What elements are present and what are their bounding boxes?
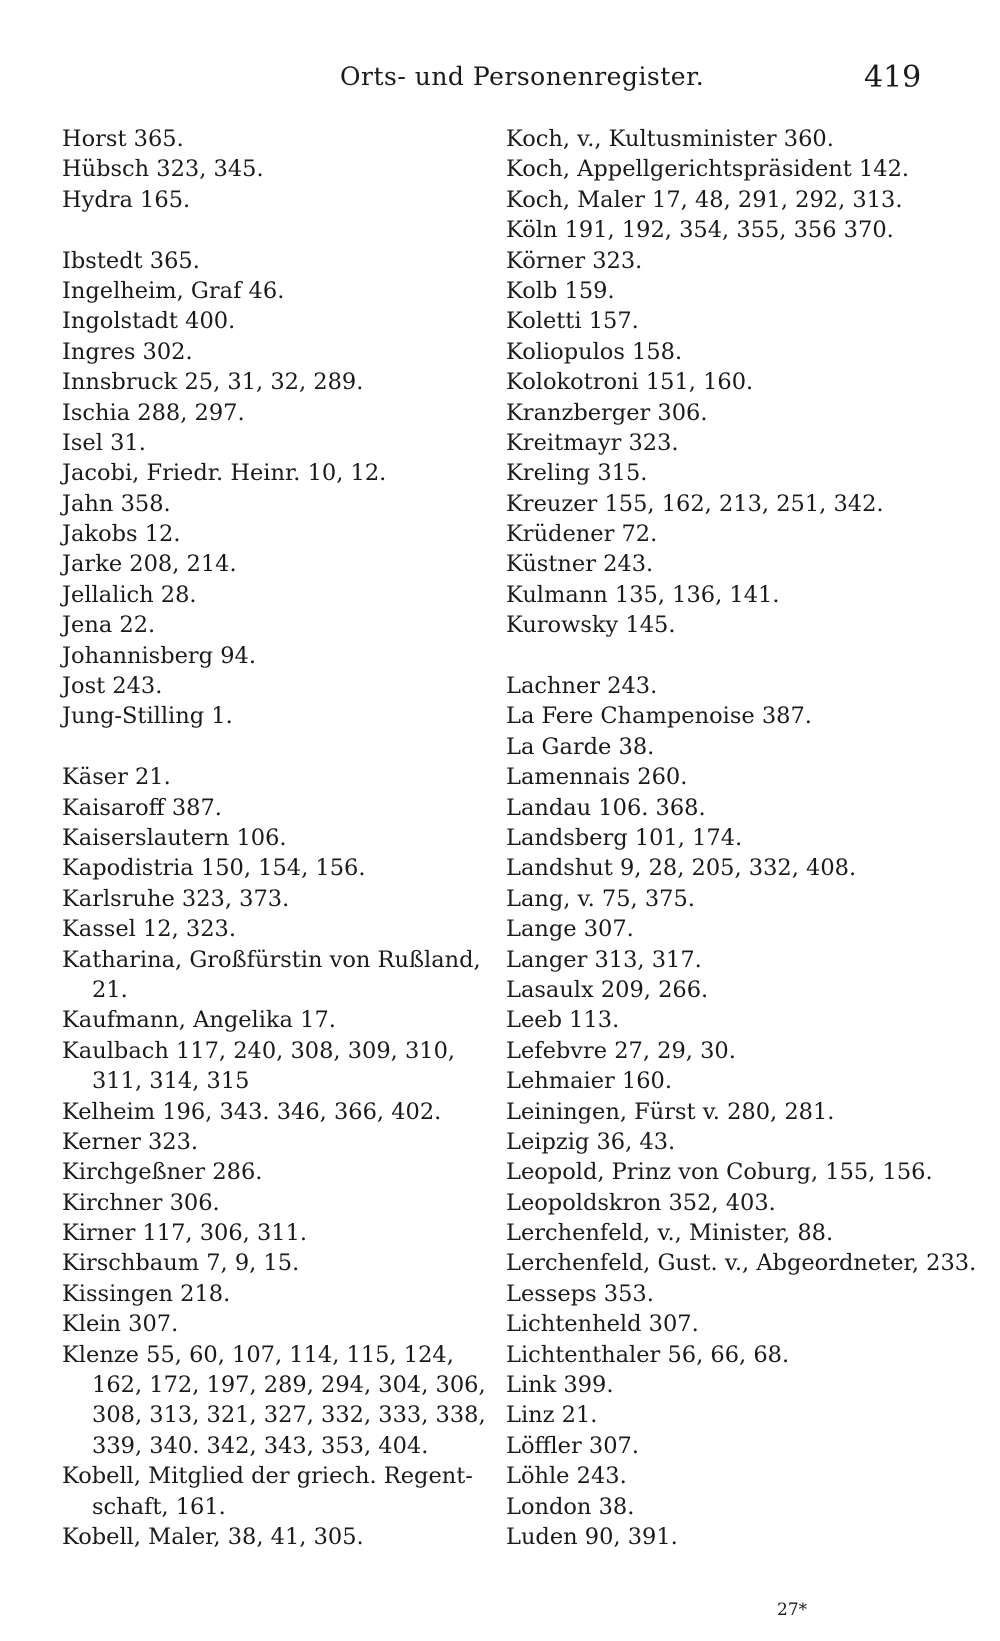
index-entry: Link 399.: [506, 1372, 614, 1399]
index-entry: Lefebvre 27, 29, 30.: [506, 1037, 736, 1064]
index-entry: Lichtenheld 307.: [506, 1311, 699, 1338]
index-entry: Ischia 288, 297.: [62, 399, 245, 426]
index-entry: Kranzberger 306.: [506, 399, 708, 426]
index-entry: Kulmann 135, 136, 141.: [506, 581, 780, 608]
index-entry: Koliopulos 158.: [506, 338, 683, 365]
index-entry: Landsberg 101, 174.: [506, 824, 743, 851]
index-entry: Landshut 9, 28, 205, 332, 408.: [506, 855, 857, 882]
signature-mark: 27*: [777, 1600, 808, 1620]
index-entry: Kaiserslautern 106.: [62, 824, 287, 851]
index-entry: Kirschbaum 7, 9, 15.: [62, 1250, 300, 1277]
index-entry: Luden 90, 391.: [506, 1523, 678, 1550]
index-entry: Körner 323.: [506, 247, 643, 274]
index-entry: Lichtenthaler 56, 66, 68.: [506, 1341, 790, 1368]
index-entry: Leopoldskron 352, 403.: [506, 1189, 776, 1216]
page-header: [0, 60, 1000, 100]
index-entry: Hydra 165.: [62, 186, 191, 213]
index-column-left: [62, 124, 486, 1552]
index-entry: Koch, Appellgerichtspräsident 142.: [506, 156, 910, 183]
index-entry: Katharina, Großfürstin von Rußland,: [62, 946, 481, 973]
index-entry: Löhle 243.: [506, 1463, 627, 1490]
index-entry: Jellalich 28.: [62, 581, 197, 608]
index-entry: Kelheim 196, 343. 346, 366, 402.: [62, 1098, 442, 1125]
index-entry: Kurowsky 145.: [506, 612, 676, 639]
index-entry: Kirchner 306.: [62, 1189, 220, 1216]
index-entry: Kobell, Mitglied der griech. Regent-: [62, 1463, 473, 1490]
section-gap: [62, 215, 482, 245]
index-entry-continuation: 339, 340. 342, 343, 353, 404.: [92, 1432, 429, 1459]
index-entry: Horst 365.: [62, 126, 184, 152]
index-entry: Löffler 307.: [506, 1432, 639, 1459]
index-entry: Innsbruck 25, 31, 32, 289.: [62, 369, 364, 396]
index-entry-continuation: 162, 172, 197, 289, 294, 304, 306,: [92, 1372, 486, 1399]
index-entry: La Garde 38.: [506, 733, 655, 760]
index-entry: Leiningen, Fürst v. 280, 281.: [506, 1098, 835, 1125]
index-entry: Koch, v., Kultusminister 360.: [506, 126, 834, 152]
index-entry: Kreuzer 155, 162, 213, 251, 342.: [506, 490, 884, 517]
index-entry: Ingolstadt 400.: [62, 308, 236, 335]
index-entry: Kirchgeßner 286.: [62, 1159, 263, 1186]
index-entry-continuation: 21.: [92, 976, 128, 1003]
index-entry: Leopold, Prinz von Coburg, 155, 156.: [506, 1159, 933, 1186]
index-entry: Lerchenfeld, v., Minister, 88.: [506, 1220, 834, 1247]
index-entry: Kaisaroff 387.: [62, 794, 222, 821]
page-number: 419: [864, 60, 922, 95]
index-entry: Lang, v. 75, 375.: [506, 885, 695, 912]
index-entry-continuation: 311, 314, 315: [92, 1068, 250, 1095]
index-entry: Linz 21.: [506, 1402, 598, 1429]
index-entry: Klenze 55, 60, 107, 114, 115, 124,: [62, 1341, 454, 1368]
index-entry: Jakobs 12.: [62, 521, 181, 548]
section-gap: [62, 732, 482, 762]
index-entry: Jacobi, Friedr. Heinr. 10, 12.: [62, 460, 387, 487]
index-entry: Kerner 323.: [62, 1128, 199, 1155]
index-entry-continuation: schaft, 161.: [92, 1493, 226, 1520]
index-entry: Leipzig 36, 43.: [506, 1128, 676, 1155]
index-entry: Karlsruhe 323, 373.: [62, 885, 290, 912]
index-entry: Kreitmayr 323.: [506, 429, 679, 456]
index-entry: Kassel 12, 323.: [62, 916, 237, 943]
index-entry: Jena 22.: [62, 612, 156, 639]
index-entry: Kaulbach 117, 240, 308, 309, 310,: [62, 1037, 456, 1064]
index-entry: Kolb 159.: [506, 277, 615, 304]
index-entry: Lehmaier 160.: [506, 1068, 673, 1095]
index-entry: Ibstedt 365.: [62, 247, 200, 274]
index-entry: Leeb 113.: [506, 1007, 620, 1034]
index-entry: Johannisberg 94.: [62, 642, 257, 669]
index-entry: Lachner 243.: [506, 673, 658, 700]
index-entry: Lerchenfeld, Gust. v., Abgeordneter, 233.: [506, 1250, 977, 1277]
index-entry: Lasaulx 209, 266.: [506, 976, 709, 1003]
index-entry: Jost 243.: [62, 673, 163, 700]
index-entry: Lamennais 260.: [506, 764, 688, 791]
index-entry: Lange 307.: [506, 916, 634, 943]
index-entry: Koch, Maler 17, 48, 291, 292, 313.: [506, 186, 903, 213]
index-entry: Landau 106. 368.: [506, 794, 706, 821]
index-entry: Klein 307.: [62, 1311, 179, 1338]
index-entry: Ingres 302.: [62, 338, 193, 365]
index-entry: Lesseps 353.: [506, 1280, 654, 1307]
index-entry: Isel 31.: [62, 429, 146, 456]
index-entry: Kaufmann, Angelika 17.: [62, 1007, 336, 1034]
index-entry: Jung-Stilling 1.: [62, 703, 233, 730]
index-entry: Ingelheim, Graf 46.: [62, 277, 285, 304]
index-entry: Jarke 208, 214.: [62, 551, 237, 578]
running-title: Orts- und Personenregister.: [340, 62, 705, 91]
index-entry: Kissingen 218.: [62, 1280, 231, 1307]
index-entry: Köln 191, 192, 354, 355, 356 370.: [506, 217, 894, 244]
index-entry: Kobell, Maler, 38, 41, 305.: [62, 1523, 364, 1550]
index-entry: Langer 313, 317.: [506, 946, 702, 973]
index-entry: La Fere Champenoise 387.: [506, 703, 812, 730]
index-entry: Kapodistria 150, 154, 156.: [62, 855, 366, 882]
index-entry: Koletti 157.: [506, 308, 639, 335]
index-entry-continuation: 308, 313, 321, 327, 332, 333, 338,: [92, 1402, 486, 1429]
index-entry: Kreling 315.: [506, 460, 648, 487]
index-entry: Kolokotroni 151, 160.: [506, 369, 754, 396]
index-entry: Küstner 243.: [506, 551, 654, 578]
index-entry: Kirner 117, 306, 311.: [62, 1220, 308, 1247]
index-entry: Jahn 358.: [62, 490, 171, 517]
index-column-right: [506, 124, 977, 1552]
index-entry: London 38.: [506, 1493, 635, 1520]
index-entry: Krüdener 72.: [506, 521, 658, 548]
index-entry: Käser 21.: [62, 764, 171, 791]
index-entry: Hübsch 323, 345.: [62, 156, 264, 183]
section-gap: [506, 641, 956, 671]
